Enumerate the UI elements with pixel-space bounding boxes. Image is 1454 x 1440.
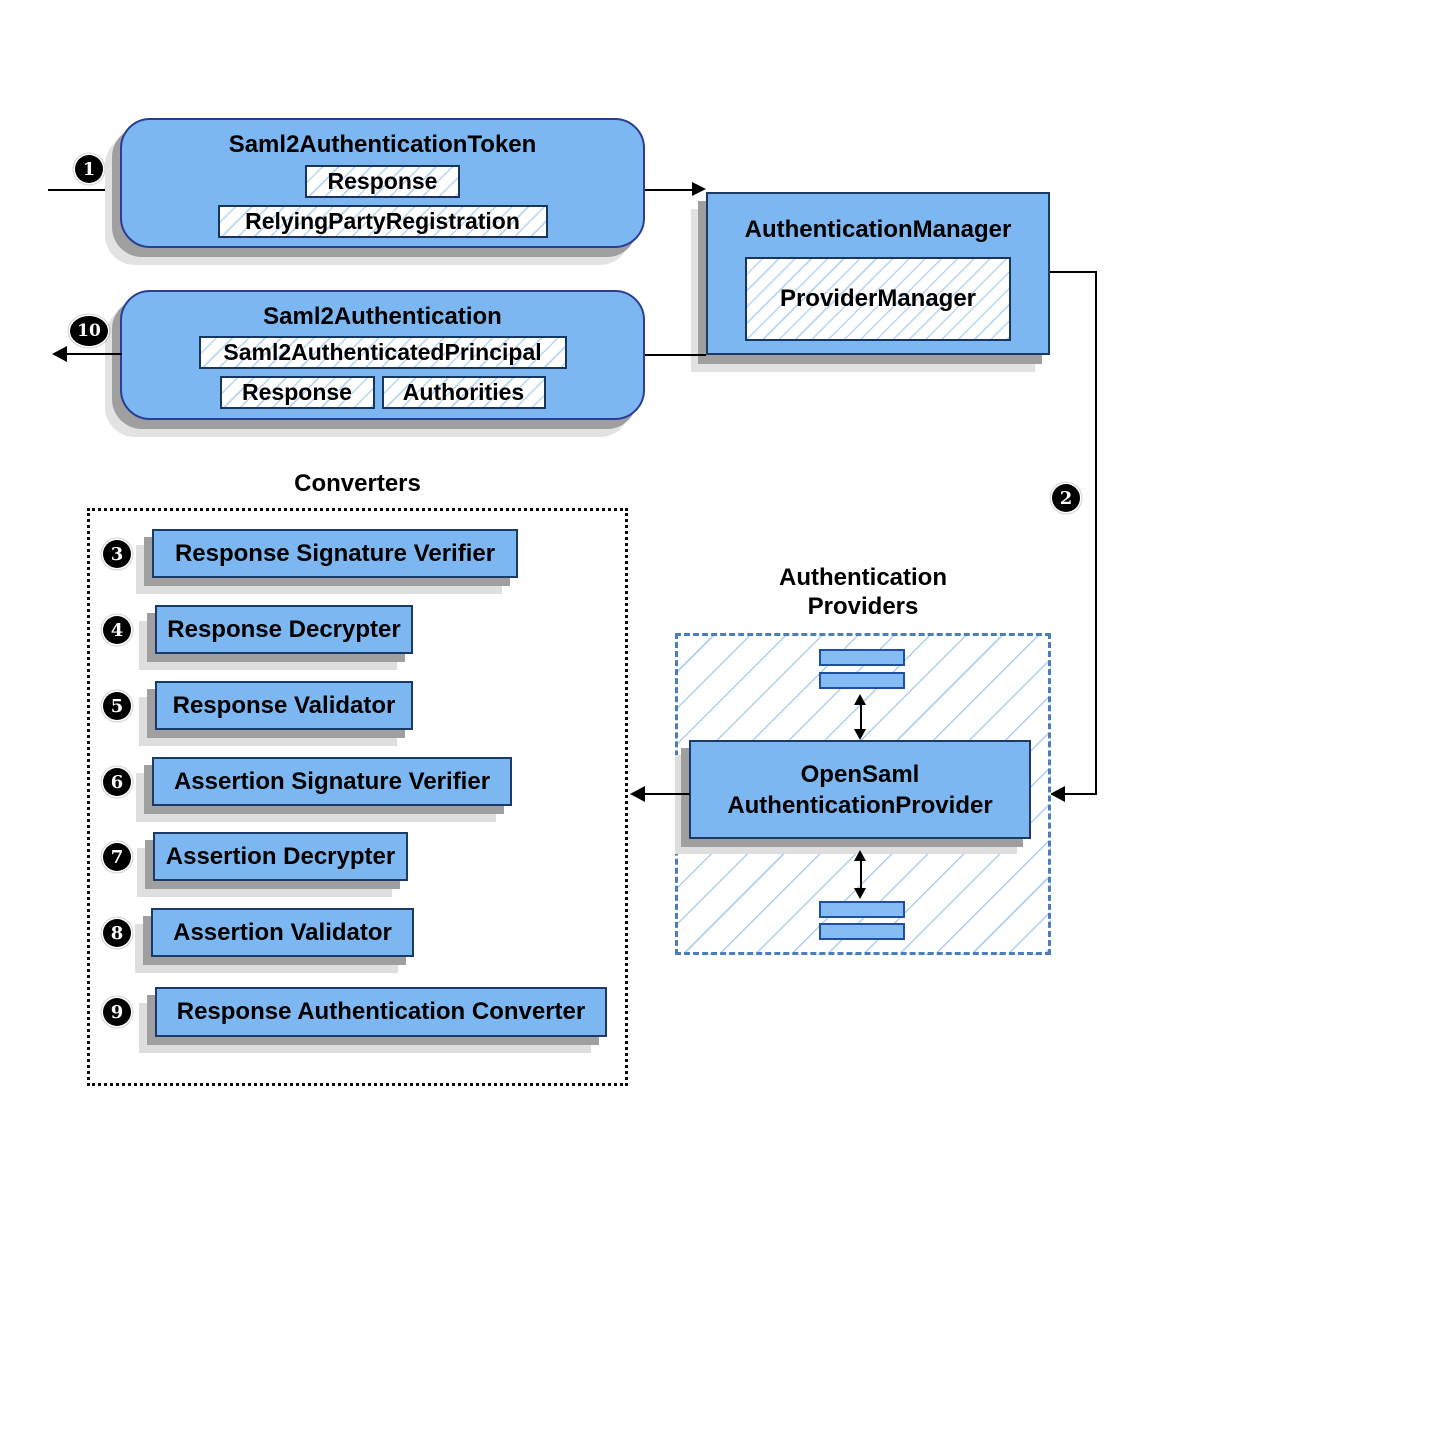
arrowhead-down-icon bbox=[854, 729, 866, 740]
arrowhead-up-icon bbox=[854, 694, 866, 705]
step-2-badge: 2 bbox=[1052, 484, 1080, 512]
saml2-authentication-token-node bbox=[120, 118, 645, 248]
saml2-authenticated-principal-chip: Saml2AuthenticatedPrincipal bbox=[199, 336, 567, 369]
step-3-badge: 3 bbox=[103, 540, 131, 568]
response-chip: Response bbox=[220, 376, 375, 409]
connector-output-line bbox=[66, 353, 122, 355]
saml2-authentication-token-title: Saml2AuthenticationToken bbox=[228, 131, 537, 158]
provider-placeholder-bar bbox=[819, 649, 905, 666]
converter-assertion-decrypter: Assertion Decrypter bbox=[153, 832, 408, 881]
arrowhead-output-icon bbox=[52, 346, 67, 362]
step-5-badge: 5 bbox=[103, 692, 131, 720]
authentication-manager-title: AuthenticationManager bbox=[744, 216, 1012, 243]
arrowhead-into-converters-icon bbox=[630, 786, 645, 802]
saml2-authentication-node bbox=[120, 290, 645, 420]
authentication-manager-node bbox=[706, 192, 1050, 355]
provider-placeholder-bar bbox=[819, 901, 905, 918]
opensaml-authentication-provider-node bbox=[689, 740, 1031, 839]
converter-assertion-signature-verifier: Assertion Signature Verifier bbox=[152, 757, 512, 806]
authentication-providers-title bbox=[675, 563, 1051, 621]
converter-response-validator: Response Validator bbox=[155, 681, 413, 730]
connector-manager-to-authentication bbox=[645, 354, 706, 356]
authentication-providers-title-line1: Authentication bbox=[779, 564, 947, 591]
step-8-badge: 8 bbox=[103, 919, 131, 947]
connector-manager-right bbox=[1050, 271, 1097, 273]
response-chip: Response bbox=[305, 165, 460, 198]
connector-right-vertical bbox=[1095, 271, 1097, 795]
provider-placeholder-bar bbox=[819, 923, 905, 940]
step-9-badge: 9 bbox=[103, 998, 131, 1026]
saml2-authentication-title: Saml2Authentication bbox=[263, 303, 502, 330]
opensaml-provider-line2: AuthenticationProvider bbox=[727, 791, 993, 819]
converters-title: Converters bbox=[294, 470, 421, 497]
connector-into-providers bbox=[1064, 793, 1097, 795]
authentication-providers-title-line2: Providers bbox=[807, 593, 919, 620]
step-6-badge: 6 bbox=[103, 768, 131, 796]
converter-response-signature-verifier: Response Signature Verifier bbox=[152, 529, 518, 578]
connector-input-line bbox=[48, 189, 122, 191]
arrowhead-down-icon bbox=[854, 888, 866, 899]
step-1-badge: 1 bbox=[75, 155, 103, 183]
step-7-badge: 7 bbox=[103, 843, 131, 871]
arrowhead-up-icon bbox=[854, 850, 866, 861]
arrowhead-into-providers-icon bbox=[1050, 786, 1065, 802]
opensaml-provider-line1: OpenSaml bbox=[800, 760, 920, 788]
connector-provider-to-converters bbox=[644, 793, 690, 795]
converter-response-decrypter: Response Decrypter bbox=[155, 605, 413, 654]
converter-assertion-validator: Assertion Validator bbox=[151, 908, 414, 957]
provider-manager-chip: ProviderManager bbox=[745, 257, 1011, 341]
step-4-badge: 4 bbox=[103, 616, 131, 644]
relying-party-registration-chip: RelyingPartyRegistration bbox=[218, 205, 548, 238]
authentication-chip-row bbox=[220, 376, 546, 409]
converter-response-authentication-converter: Response Authentication Converter bbox=[155, 987, 607, 1037]
connector-bottom-double-arrow bbox=[860, 858, 862, 890]
provider-placeholder-bar bbox=[819, 672, 905, 689]
authorities-chip: Authorities bbox=[382, 376, 546, 409]
connector-token-to-manager bbox=[645, 189, 692, 191]
arrowhead-into-manager-icon bbox=[692, 182, 706, 196]
step-10-badge: 10 bbox=[70, 316, 108, 346]
